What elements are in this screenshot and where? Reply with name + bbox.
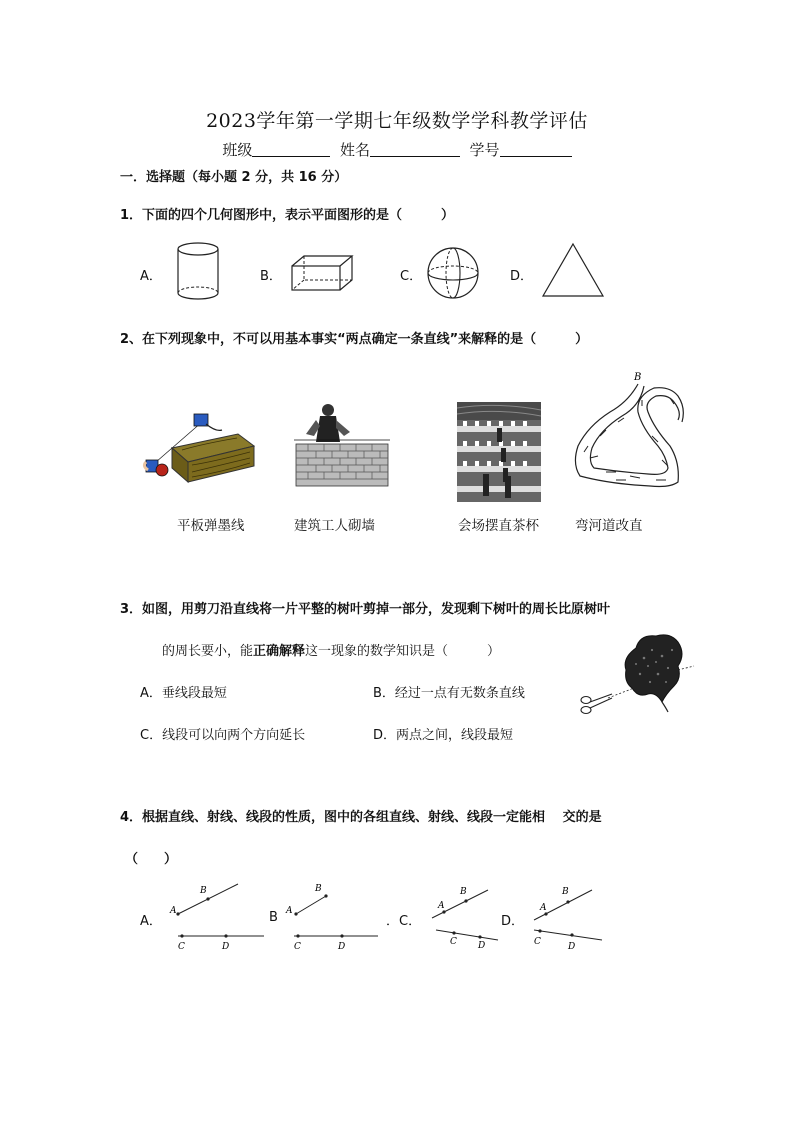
number-field[interactable]	[500, 142, 572, 157]
q4d-label-c: C	[534, 937, 541, 947]
page-title: 2023学年第一学期七年级数学学科教学评估	[206, 110, 588, 132]
q3-option-a: A．垂线段最短	[140, 686, 227, 701]
q3-option-c: C．线段可以向两个方向延长	[140, 728, 306, 743]
q2-caption-2: 建筑工人砌墙	[294, 518, 375, 534]
q4d-label-b: B	[562, 887, 569, 897]
q4-option-c-label: ．C．	[386, 914, 422, 929]
question-4-line2: （ ）	[125, 852, 178, 867]
q3-option-b: B．经过一点有无数条直线	[373, 686, 525, 701]
q4d-label-d: D	[568, 942, 576, 952]
triangle-icon	[541, 242, 605, 298]
q4c-label-a: A	[438, 901, 445, 911]
q3-line2-prefix: 的周长要小，能	[162, 644, 254, 659]
question-2-text	[120, 328, 588, 347]
class-label: 班级	[222, 141, 253, 159]
q4-figure-d	[528, 878, 618, 952]
q4d-label-a: A	[540, 903, 547, 913]
q4a-label-c: C	[178, 942, 185, 952]
q4-figure-a	[160, 878, 270, 952]
question-3-line1: 3．如图，用剪刀沿直线将一片平整的树叶剪掉一部分，发现剩下树叶的周长比原树叶	[120, 602, 611, 617]
ink-line-plank-image	[142, 410, 258, 490]
q2-caption-3: 会场摆直茶杯	[458, 518, 539, 534]
q1-option-d-label: D．	[510, 269, 534, 284]
q4b-label-d: D	[338, 942, 346, 952]
river-map-image	[570, 372, 688, 502]
q4-option-b-label: B	[269, 910, 278, 925]
q4b-label-a: A	[286, 906, 293, 916]
q1-option-c-label: C．	[400, 269, 423, 284]
q3-line2-bold: 正确解释	[253, 644, 306, 659]
cuboid-icon	[290, 254, 354, 292]
leaf-scissors-image	[578, 628, 696, 720]
q1-option-a-label: A．	[140, 269, 162, 284]
number-label: 学号	[469, 141, 500, 159]
student-info-line	[0, 139, 794, 160]
q4-option-d-label: D．	[501, 914, 525, 929]
conference-cups-image	[457, 402, 541, 502]
q4c-label-b: B	[460, 887, 467, 897]
q4-figure-b	[280, 878, 390, 952]
river-point-b-label: B	[634, 372, 642, 383]
q2-prefix: 2、在下列现象中，	[120, 332, 234, 347]
class-field[interactable]	[252, 142, 330, 157]
q4c-label-c: C	[450, 937, 457, 947]
q4a-label-b: B	[200, 886, 207, 896]
cylinder-icon	[176, 242, 220, 302]
question-4-line1: 4．根据直线、射线、线段的性质，图中的各组直线、射线、线段一定能相 交的是	[120, 810, 602, 825]
q4a-label-d: D	[222, 942, 230, 952]
q2-caption-4: 弯河道改直	[575, 518, 643, 534]
name-field[interactable]	[370, 142, 460, 157]
name-label: 姓名	[339, 141, 370, 159]
q4a-label-a: A	[170, 906, 177, 916]
q2-suffix: 用基本事实“两点确定一条直线”来解释的是（ ）	[272, 332, 589, 347]
q1-option-b-label: B．	[260, 269, 282, 284]
q3-option-d: D．两点之间，线段最短	[373, 728, 514, 743]
sphere-icon	[426, 246, 480, 300]
q4b-label-c: C	[294, 942, 301, 952]
q4b-label-b: B	[315, 884, 322, 894]
q3-line2-suffix: 这一现象的数学知识是（ ）	[305, 644, 501, 659]
section-heading: 一．选择题（每小题 2 分，共 16 分）	[120, 170, 348, 185]
q4c-label-d: D	[478, 941, 486, 951]
q2-bold: 不可以	[233, 332, 273, 347]
question-3-line2	[162, 640, 500, 659]
bricklayer-image	[294, 400, 390, 488]
question-1-text: 1．下面的四个几何图形中，表示平面图形的是（ ）	[120, 208, 455, 223]
q2-caption-1: 平板弹墨线	[177, 518, 245, 534]
q4-option-a-label: A．	[140, 914, 162, 929]
